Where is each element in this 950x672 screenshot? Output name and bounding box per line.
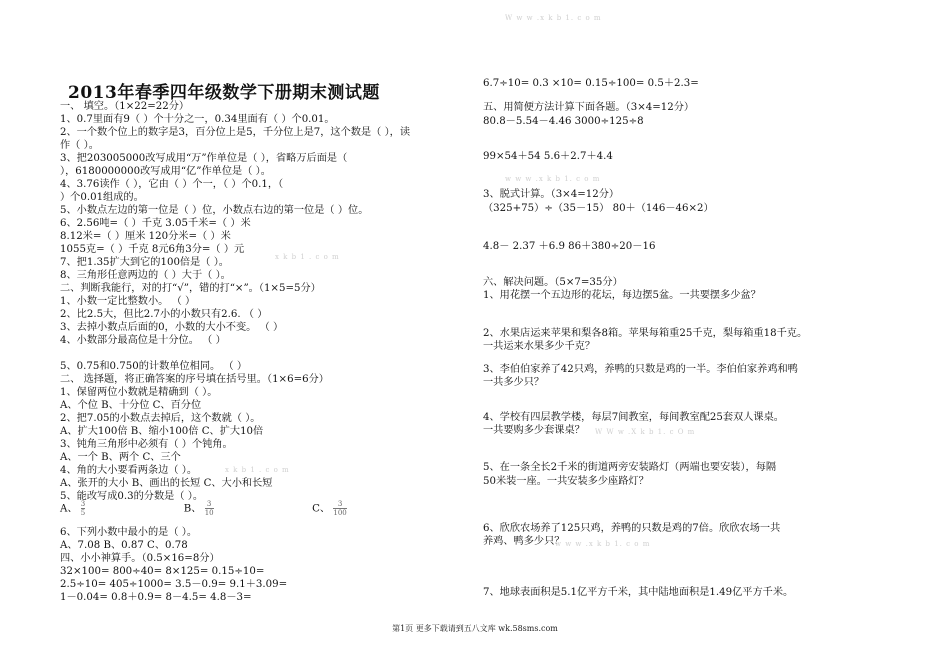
text-line: A、个位 B、十分位 C、百分位 — [60, 400, 202, 411]
text-line: 99×54＋54 5.6＋2.7＋4.4 — [483, 151, 613, 162]
watermark: W W w .X k b 1. c O m — [595, 428, 696, 436]
fraction-b-numerator: 3 — [206, 500, 212, 508]
text-line: 80.8－5.54－4.46 3000÷125÷8 — [483, 116, 644, 127]
fraction-a-denominator: 5 — [80, 509, 86, 517]
text-line: 4.8－ 2.37 ＋6.9 86＋380÷20－16 — [483, 241, 656, 252]
text-line: 5、能改写成0.3的分数是（ ）。 — [60, 491, 204, 502]
text-line: 作（ ）。 — [60, 140, 99, 151]
text-line: 6、下列小数中最小的是（ ）。 — [60, 527, 198, 538]
text-line: 8.12米=（ ）厘米 120分米=（ ）米 — [60, 231, 231, 242]
text-line: 五、用简便方法计算下面各题。（3×4=12分） — [483, 102, 695, 113]
text-line: 养鸡、鸭多少只？ — [483, 536, 565, 547]
text-line: 6、2.56吨=（ ）千克 3.05千米=（ ）米 — [60, 218, 251, 229]
text-line: 四、小小神算手。（0.5×16=8分） — [60, 553, 220, 564]
text-line: 3、把203005000改写成用“万”作单位是（ ），省略万后面是（ — [60, 153, 348, 164]
fraction-b — [205, 500, 214, 517]
text-line: 3、李伯伯家养了42只鸡，养鸭的只数是鸡的一半。李伯伯家养鸡和鸭 — [483, 364, 798, 375]
text-line: 32×100= 800÷40= 8×125= 0.15÷10= — [60, 566, 265, 577]
text-line: A、张开的大小 B、画出的长短 C、大小和长短 — [60, 478, 273, 489]
text-line: 6、欣欣农场养了125只鸡，养鸭的只数是鸡的7倍。欣欣农场一共 — [483, 523, 781, 534]
fraction-c-denominator: 100 — [333, 509, 347, 517]
watermark: w w w .x k b 1. c o m — [505, 175, 601, 183]
text-line: 2、把7.05的小数点去掉后，这个数就（ ）。 — [60, 413, 261, 424]
text-line: 3、钝角三角形中必须有（ ）个钝角。 — [60, 439, 233, 450]
text-line: 2、一个数个位上的数字是3，百分位上是5，千分位上是7，这个数是（ ），读 — [60, 127, 411, 138]
fraction-options — [60, 500, 347, 517]
fraction-a — [81, 500, 85, 517]
option-a-label: A、 — [60, 503, 78, 515]
text-line: 1－0.04= 0.8＋0.9= 8－4.5= 4.8－3= — [60, 592, 252, 603]
text-line: 5、0.75和0.750的计数单位相同。 （ ） — [60, 361, 248, 372]
text-line: 一、 填空。（1×22=22分） — [60, 101, 190, 112]
text-line: 3、脱式计算。（3×4=12分） — [483, 189, 620, 200]
fraction-a-numerator: 3 — [80, 500, 86, 508]
text-line: 2、水果店运来苹果和梨各8箱。苹果每箱重25千克，梨每箱重18千克。 — [483, 328, 808, 339]
text-line: 8、三角形任意两边的（ ）大于（ ）。 — [60, 270, 231, 281]
text-line: 1055克=（ ）千克 8元6角3分=（ ）元 — [60, 244, 245, 255]
text-line: 1、保留两位小数就是精确到（ ）。 — [60, 387, 218, 398]
text-line: 一共运来水果多少千克？ — [483, 341, 596, 352]
text-line: 7、把1.35扩大到它的100倍是（ ）。 — [60, 257, 229, 268]
page-title: 2013年春季四年级数学下册期末测试题 — [68, 83, 380, 103]
text-line: 4、角的大小要看两条边（ ）。 — [60, 465, 198, 476]
watermark: W w w .x k b 1. c o m — [505, 14, 602, 22]
text-line: 3、去掉小数点后面的0，小数的大小不变。 （ ） — [60, 322, 284, 333]
text-line: ）个0.01组成的。 — [60, 192, 144, 203]
text-line: A、7.08 B、0.87 C、0.78 — [60, 540, 188, 551]
watermark: x k b 1 . c o m — [275, 253, 340, 261]
text-line: ），6180000000改写成用“亿”作单位是（ ）。 — [60, 166, 271, 177]
text-line: 4、学校有四层教学楼，每层7间教室，每间教室配25套双人课桌。 — [483, 412, 784, 423]
fraction-c-numerator: 3 — [337, 500, 343, 508]
watermark: w w w .x k b 1. c o m — [555, 540, 651, 548]
text-line: 4、3.76读作（ ），它由（ ）个一，（ ）个0.1，（ — [60, 179, 284, 190]
text-line: 1、0.7里面有9（ ）个十分之一，0.34里面有（ ）个0.01。 — [60, 114, 335, 125]
text-line: 1、用花摆一个五边形的花坛，每边摆5盆。一共要摆多少盆？ — [483, 290, 761, 301]
text-line: 六、解决问题。（5×7=35分） — [483, 277, 623, 288]
text-line: （325+75）÷（35－15） 80＋（146－46×2） — [483, 203, 714, 214]
text-line: 5、小数点左边的第一位是（ ）位，小数点右边的第一位是（ ）位。 — [60, 205, 369, 216]
text-line: A、扩大100倍 B、缩小100倍 C、扩大10倍 — [60, 426, 264, 437]
text-line: A、一个 B、两个 C、三个 — [60, 452, 181, 463]
watermark: x k b 1 . c o m — [225, 466, 290, 474]
text-line: 一共多少只？ — [483, 377, 545, 388]
text-line: 5、在一条全长2千米的街道两旁安装路灯（两端也要安装），每隔 — [483, 462, 777, 473]
text-line: 二、判断我能行，对的打“√”，错的打“×”。（1×5=5分） — [60, 283, 321, 294]
text-line: 二、 选择题，将正确答案的序号填在括号里。（1×6=6分） — [60, 374, 329, 385]
text-line: 50米装一座。一共安装多少座路灯？ — [483, 476, 649, 487]
text-line: 一共要购多少套课桌？ — [483, 425, 585, 436]
option-b-label: B、 — [183, 503, 202, 515]
fraction-c — [333, 500, 346, 517]
text-line: 2、比2.5大，但比2.7小的小数只有2.6. （ ） — [60, 309, 268, 320]
text-line: 2.5÷10= 405÷1000= 3.5－0.9= 9.1＋3.09= — [60, 579, 288, 590]
text-line: 6.7÷10= 0.3 ×10= 0.15÷100= 0.5＋2.3= — [483, 78, 699, 89]
fraction-b-denominator: 10 — [204, 509, 214, 517]
text-line: 7、地球表面积是5.1亿平方千米，其中陆地面积是1.49亿平方千米。 — [483, 587, 794, 598]
page-footer: 第1页 更多下载请到五八文库 wk.58sms.com — [392, 624, 558, 633]
option-c-label: C、 — [312, 503, 331, 515]
text-line: 4、小数部分最高位是十分位。 （ ） — [60, 335, 226, 346]
text-line: 1、小数一定比整数小。 （ ） — [60, 296, 196, 307]
